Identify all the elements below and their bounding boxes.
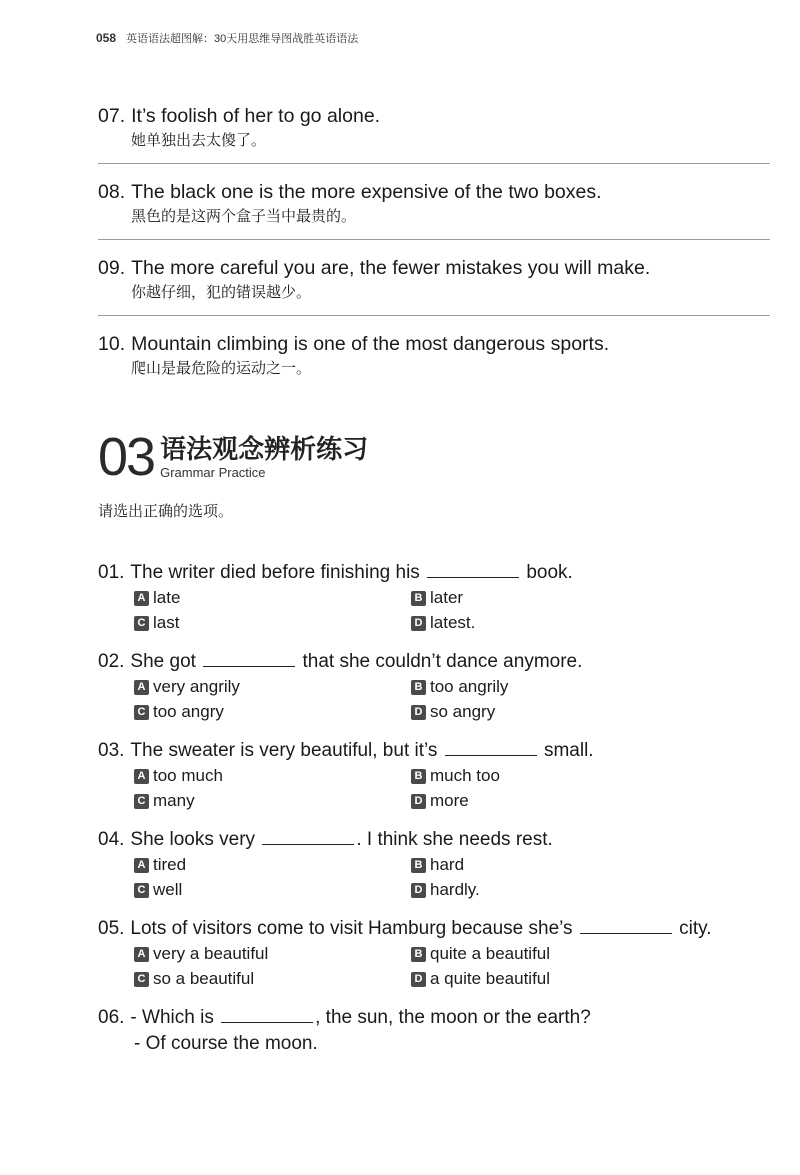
example-english: [98, 256, 770, 280]
option-b-badge: B: [411, 591, 426, 606]
question-list: [98, 560, 778, 1094]
option-b-text: hard: [430, 855, 465, 874]
example-number: 08.: [98, 181, 126, 203]
example-item: [98, 254, 770, 330]
question-item: [98, 827, 778, 916]
example-chinese: 你越仔细，犯的错误越少。: [131, 284, 312, 301]
option-c: [134, 878, 182, 902]
question-before-blank: The writer died before finishing his: [130, 562, 420, 583]
answer-blank: [427, 561, 519, 578]
option-c-badge: C: [134, 794, 149, 809]
example-english: [98, 332, 770, 356]
example-english-text: The black one is the more expensive of the two boxes.: [131, 181, 602, 203]
question-after-blank: that she couldn’t dance anymore.: [302, 651, 583, 672]
answer-blank: [445, 739, 537, 756]
section-number: 03: [98, 427, 155, 487]
option-d: [411, 611, 475, 635]
question-text: [98, 916, 778, 942]
question-text: [98, 1005, 778, 1031]
question-after-blank: , the sun, the moon or the earth?: [315, 1007, 591, 1028]
question-text: [98, 827, 778, 853]
example-chinese: 爬山是最危险的运动之一。: [131, 360, 312, 377]
option-b-text: too angrily: [430, 677, 509, 696]
option-c-text: last: [153, 613, 180, 632]
option-d: [411, 700, 495, 724]
question-number: 06.: [98, 1007, 125, 1028]
option-a-badge: A: [134, 680, 149, 695]
option-a-text: tired: [153, 855, 187, 874]
question-item: [98, 560, 778, 649]
option-d-badge: D: [411, 705, 426, 720]
option-b-text: much too: [430, 766, 500, 785]
question-text: [98, 738, 778, 764]
question-number: 02.: [98, 651, 125, 672]
question-number: 01.: [98, 562, 125, 583]
option-b-badge: B: [411, 947, 426, 962]
option-b-badge: B: [411, 858, 426, 873]
question-before-blank: - Which is: [130, 1007, 214, 1028]
book-title: 英语语法超图解：30天用思维导图战胜英语语法: [126, 33, 359, 45]
question-after-blank: city.: [679, 918, 712, 939]
option-a: [134, 942, 268, 966]
option-c: [134, 967, 254, 991]
option-b-text: later: [430, 588, 464, 607]
option-a-text: too much: [153, 766, 223, 785]
option-c-text: many: [153, 791, 195, 810]
option-d: [411, 789, 469, 813]
example-number: 07.: [98, 105, 126, 127]
example-item: [98, 102, 770, 178]
option-b: [411, 764, 500, 788]
answer-blank: [203, 650, 295, 667]
example-item: [98, 330, 770, 406]
question-after-blank: book.: [526, 562, 573, 583]
option-a: [134, 675, 240, 699]
example-item: [98, 178, 770, 254]
option-d-badge: D: [411, 794, 426, 809]
option-d-text: hardly.: [430, 880, 480, 899]
section-titles: [160, 434, 368, 481]
example-english-text: The more careful you are, the fewer mistakes you will make.: [131, 257, 651, 279]
question-number: 05.: [98, 918, 125, 939]
option-b: [411, 586, 463, 610]
option-d: [411, 878, 480, 902]
option-b-badge: B: [411, 769, 426, 784]
section-title-chinese: 语法观念辨析练习: [160, 434, 369, 464]
question-item: [98, 738, 778, 827]
option-a: [134, 853, 186, 877]
question-reply: - Of course the moon.: [134, 1033, 318, 1054]
option-c: [134, 611, 179, 635]
answer-blank: [262, 828, 354, 845]
option-c-text: so a beautiful: [153, 969, 255, 988]
question-text: [98, 649, 778, 675]
question-item: [98, 1005, 778, 1094]
example-english-text: It’s foolish of her to go alone.: [131, 105, 381, 127]
option-d-text: a quite beautiful: [430, 969, 551, 988]
option-c: [134, 700, 224, 724]
section-title-english: Grammar Practice: [160, 465, 266, 480]
question-after-blank: small.: [543, 740, 594, 761]
option-d-text: more: [430, 791, 469, 810]
option-a: [134, 764, 223, 788]
example-chinese: 黑色的是这两个盒子当中最贵的。: [131, 208, 357, 225]
page-header: [96, 30, 358, 46]
question-text: [98, 560, 778, 586]
option-b: [411, 675, 508, 699]
example-english-text: Mountain climbing is one of the most dangerous sports.: [131, 333, 610, 355]
option-a-text: very a beautiful: [153, 944, 269, 963]
question-item: [98, 916, 778, 1005]
option-a-badge: A: [134, 769, 149, 784]
exercise-instruction: 请选出正确的选项。: [98, 503, 234, 520]
option-a-badge: A: [134, 591, 149, 606]
question-before-blank: The sweater is very beautiful, but it’s: [130, 740, 438, 761]
answer-blank: [580, 917, 672, 934]
option-c-badge: C: [134, 705, 149, 720]
example-english: [98, 104, 770, 128]
option-c: [134, 789, 195, 813]
option-d-badge: D: [411, 883, 426, 898]
option-c-text: too angry: [153, 702, 224, 721]
option-d-text: so angry: [430, 702, 496, 721]
option-a-badge: A: [134, 947, 149, 962]
option-b: [411, 853, 464, 877]
option-a-badge: A: [134, 858, 149, 873]
option-c-badge: C: [134, 972, 149, 987]
section-heading: [98, 427, 369, 487]
example-chinese: 她单独出去太傻了。: [131, 132, 267, 149]
question-item: [98, 649, 778, 738]
option-a: [134, 586, 180, 610]
option-group: [98, 764, 778, 816]
question-before-blank: Lots of visitors come to visit Hamburg because she’s: [130, 918, 573, 939]
option-d-badge: D: [411, 616, 426, 631]
option-b: [411, 942, 550, 966]
option-group: [98, 675, 778, 727]
option-c-text: well: [153, 880, 183, 899]
question-number: 04.: [98, 829, 125, 850]
option-a-text: late: [153, 588, 181, 607]
example-sentences: [98, 102, 770, 406]
question-number: 03.: [98, 740, 125, 761]
question-before-blank: She got: [130, 651, 196, 672]
answer-blank: [221, 1006, 313, 1023]
page-number: 058: [96, 31, 117, 45]
question-before-blank: She looks very: [130, 829, 256, 850]
option-group: [98, 853, 778, 905]
option-a-text: very angrily: [153, 677, 240, 696]
option-d-badge: D: [411, 972, 426, 987]
question-after-blank: . I think she needs rest.: [356, 829, 553, 850]
option-group: [98, 586, 778, 638]
option-c-badge: C: [134, 883, 149, 898]
option-b-text: quite a beautiful: [430, 944, 551, 963]
example-english: [98, 180, 770, 204]
option-d: [411, 967, 550, 991]
example-number: 09.: [98, 257, 126, 279]
option-d-text: latest.: [430, 613, 476, 632]
option-group: [98, 942, 778, 994]
option-b-badge: B: [411, 680, 426, 695]
option-c-badge: C: [134, 616, 149, 631]
example-number: 10.: [98, 333, 126, 355]
